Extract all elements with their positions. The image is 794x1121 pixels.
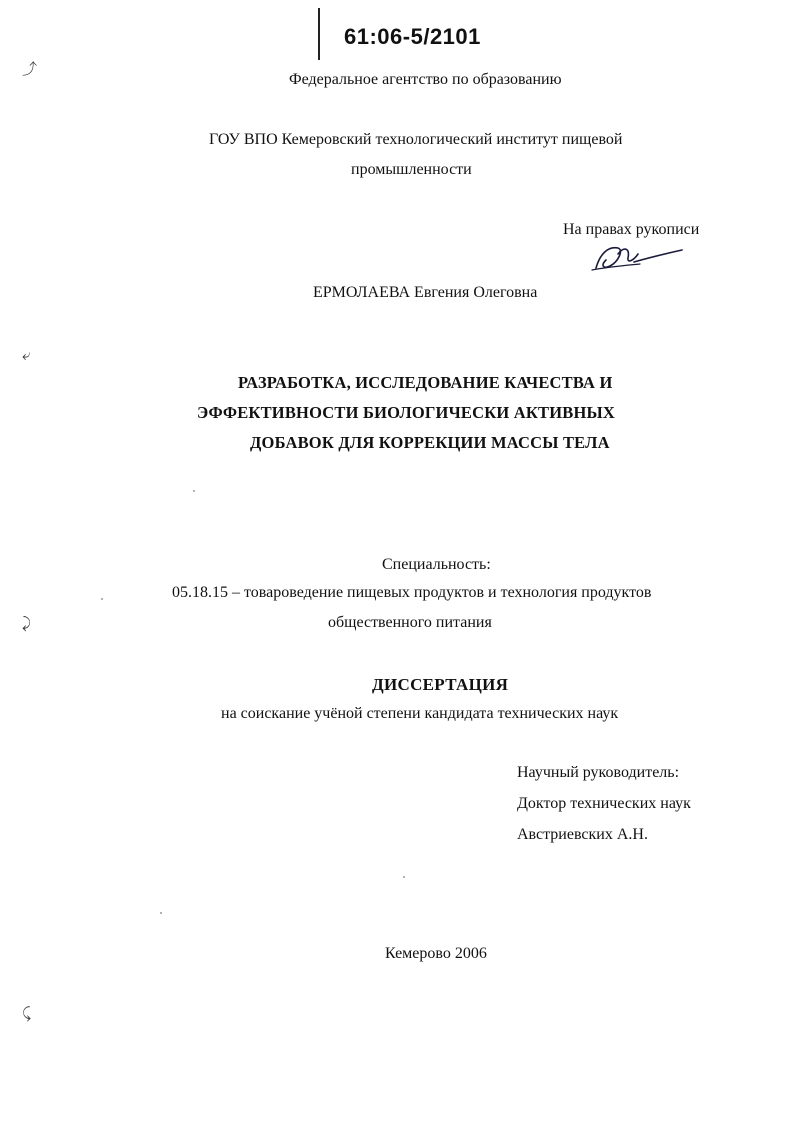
thesis-title-line1: РАЗРАБОТКА, ИССЛЕДОВАНИЕ КАЧЕСТВА И bbox=[238, 373, 613, 392]
dissertation-subtitle: на соискание учёной степени кандидата технических наук bbox=[221, 705, 619, 722]
dissertation-heading: ДИССЕРТАЦИЯ bbox=[372, 675, 509, 694]
specialty-line2: общественного питания bbox=[328, 614, 492, 631]
supervisor-name: Австриевских А.Н. bbox=[517, 826, 648, 843]
scan-speck bbox=[160, 912, 162, 914]
specialty-line1: 05.18.15 – товароведение пищевых продуктов и технология продуктов bbox=[172, 584, 652, 601]
scan-speck bbox=[193, 490, 195, 492]
thesis-title-line3: ДОБАВОК ДЛЯ КОРРЕКЦИИ МАССЫ ТЕЛА bbox=[250, 433, 610, 452]
institute-name-line2: промышленности bbox=[351, 161, 472, 178]
supervisor-label: Научный руководитель: bbox=[517, 764, 680, 781]
scan-speck bbox=[101, 598, 103, 600]
margin-mark-icon: ⤸ bbox=[22, 614, 32, 632]
thesis-title-line2: ЭФФЕКТИВНОСТИ БИОЛОГИЧЕСКИ АКТИВНЫХ bbox=[197, 403, 616, 422]
place-year: Кемерово 2006 bbox=[385, 945, 487, 962]
margin-mark-icon: ⤴ bbox=[22, 60, 38, 78]
manuscript-rights: На правах рукописи bbox=[563, 221, 700, 238]
archive-stamp-rule bbox=[318, 8, 320, 60]
margin-mark-icon: ⤹ bbox=[22, 1004, 32, 1022]
archive-code: 61:06-5/2101 bbox=[344, 24, 481, 49]
agency-name: Федеральное агентство по образованию bbox=[289, 71, 562, 88]
scan-speck bbox=[403, 876, 405, 878]
author-name: ЕРМОЛАЕВА Евгения Олеговна bbox=[313, 284, 538, 301]
author-signature bbox=[590, 240, 686, 276]
supervisor-degree: Доктор технических наук bbox=[517, 795, 691, 812]
margin-mark-icon: ⤶ bbox=[22, 346, 31, 364]
specialty-label: Специальность: bbox=[382, 556, 491, 573]
institute-name-line1: ГОУ ВПО Кемеровский технологический институт пищевой bbox=[209, 131, 623, 148]
